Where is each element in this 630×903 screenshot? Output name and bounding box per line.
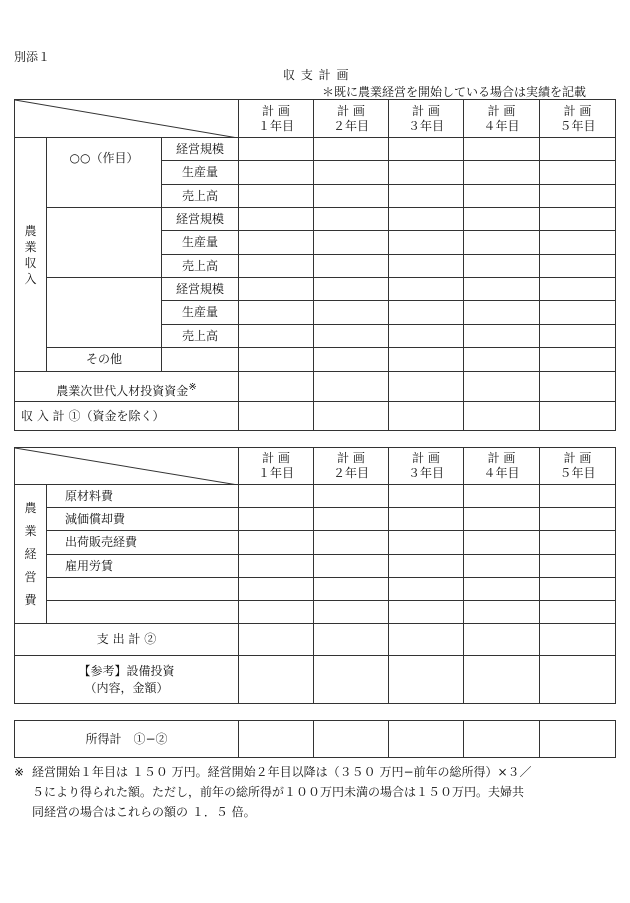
- data-cell[interactable]: [464, 255, 540, 278]
- data-cell[interactable]: [239, 301, 314, 325]
- item-production: 生産量: [162, 231, 239, 255]
- capex-reference-label: 【参考】設備投資 （内容，金額）: [15, 656, 239, 704]
- data-cell[interactable]: [314, 325, 389, 348]
- data-cell[interactable]: [239, 531, 314, 555]
- data-cell[interactable]: [540, 255, 616, 278]
- data-cell[interactable]: [540, 656, 616, 704]
- year-header-3: 計 画 ３年目: [389, 448, 464, 485]
- data-cell[interactable]: [389, 578, 464, 601]
- item-scale: 経営規模: [162, 278, 239, 301]
- data-cell[interactable]: [464, 348, 540, 372]
- footnote-line-3: 同経営の場合はこれらの額の １．５ 倍。: [32, 805, 256, 819]
- footnote: [32, 762, 622, 822]
- crop-name-cell-blank[interactable]: [47, 208, 162, 278]
- data-cell[interactable]: [464, 624, 540, 656]
- data-cell[interactable]: [314, 372, 389, 402]
- note-top: ＊既に農業経営を開始している場合は実績を記載: [322, 85, 587, 99]
- data-cell[interactable]: [314, 348, 389, 372]
- data-cell[interactable]: [314, 721, 389, 758]
- year-header-2: 計 画 ２年目: [314, 100, 389, 138]
- data-cell[interactable]: [314, 656, 389, 704]
- expense-item-shipping: 出荷販売経費: [47, 531, 239, 555]
- data-cell[interactable]: [389, 372, 464, 402]
- data-cell[interactable]: [314, 185, 389, 208]
- year-header-2: 計 画 ２年目: [314, 448, 389, 485]
- data-cell[interactable]: [540, 555, 616, 578]
- item-sales: 売上高: [162, 325, 239, 348]
- data-cell[interactable]: [464, 185, 540, 208]
- other-sub-cell[interactable]: [162, 348, 239, 372]
- data-cell[interactable]: [314, 555, 389, 578]
- diagonal-line: [15, 100, 238, 138]
- data-cell[interactable]: [540, 231, 616, 255]
- data-cell[interactable]: [314, 624, 389, 656]
- data-cell[interactable]: [389, 402, 464, 431]
- income-total-label: 収 入 計 ①（資金を除く）: [15, 402, 239, 431]
- data-cell[interactable]: [239, 185, 314, 208]
- data-cell[interactable]: [239, 278, 314, 301]
- data-cell[interactable]: [540, 138, 616, 161]
- data-cell[interactable]: [314, 138, 389, 161]
- data-cell[interactable]: [314, 508, 389, 531]
- footnote-mark: ※: [14, 765, 25, 779]
- data-cell[interactable]: [389, 656, 464, 704]
- crop-name-cell-blank[interactable]: [47, 278, 162, 348]
- data-cell[interactable]: [389, 255, 464, 278]
- year-header-5: 計 画 ５年目: [540, 100, 616, 138]
- data-cell[interactable]: [389, 624, 464, 656]
- data-cell[interactable]: [239, 555, 314, 578]
- data-cell[interactable]: [314, 231, 389, 255]
- data-cell[interactable]: [540, 185, 616, 208]
- data-cell[interactable]: [464, 231, 540, 255]
- data-cell[interactable]: [389, 301, 464, 325]
- data-cell[interactable]: [540, 348, 616, 372]
- data-cell[interactable]: [239, 721, 314, 758]
- data-cell[interactable]: [389, 185, 464, 208]
- data-cell[interactable]: [239, 601, 314, 624]
- data-cell[interactable]: [540, 624, 616, 656]
- income-table: [14, 99, 616, 431]
- document-title: 収 支 計 画: [283, 68, 350, 82]
- item-sales: 売上高: [162, 255, 239, 278]
- data-cell[interactable]: [540, 531, 616, 555]
- data-cell[interactable]: [540, 508, 616, 531]
- data-cell[interactable]: [389, 231, 464, 255]
- data-cell[interactable]: [239, 624, 314, 656]
- data-cell[interactable]: [464, 656, 540, 704]
- expense-group-label: 農 業 経 営 費: [15, 485, 47, 624]
- data-cell[interactable]: [239, 508, 314, 531]
- data-cell[interactable]: [540, 485, 616, 508]
- data-cell[interactable]: [464, 372, 540, 402]
- fund-note-mark: ※: [188, 382, 197, 393]
- item-production: 生産量: [162, 301, 239, 325]
- data-cell[interactable]: [389, 138, 464, 161]
- data-cell[interactable]: [540, 301, 616, 325]
- data-cell[interactable]: [239, 485, 314, 508]
- data-cell[interactable]: [389, 555, 464, 578]
- expense-header-row: [15, 448, 616, 485]
- data-cell[interactable]: [464, 508, 540, 531]
- data-cell[interactable]: [389, 348, 464, 372]
- data-cell[interactable]: [239, 348, 314, 372]
- data-cell[interactable]: [464, 138, 540, 161]
- expense-item-depreciation: 減価償却費: [47, 508, 239, 531]
- data-cell[interactable]: [464, 721, 540, 758]
- expense-item-labor: 雇用労賃: [47, 555, 239, 578]
- income-result-table: [14, 720, 616, 758]
- data-cell[interactable]: [464, 161, 540, 185]
- year-header-1: 計 画 １年目: [239, 100, 314, 138]
- expense-item-blank[interactable]: [47, 601, 239, 624]
- year-header-4: 計 画 ４年目: [464, 448, 540, 485]
- data-cell[interactable]: [464, 402, 540, 431]
- data-cell[interactable]: [314, 601, 389, 624]
- item-sales: 売上高: [162, 185, 239, 208]
- data-cell[interactable]: [314, 402, 389, 431]
- data-cell[interactable]: [389, 721, 464, 758]
- data-cell[interactable]: [389, 325, 464, 348]
- diagonal-header-cell: [15, 448, 239, 485]
- data-cell[interactable]: [540, 208, 616, 231]
- item-production: 生産量: [162, 161, 239, 185]
- data-cell[interactable]: [239, 161, 314, 185]
- item-scale: 経営規模: [162, 208, 239, 231]
- data-cell[interactable]: [540, 578, 616, 601]
- year-header-5: 計 画 ５年目: [540, 448, 616, 485]
- data-cell[interactable]: [540, 278, 616, 301]
- data-cell[interactable]: [239, 208, 314, 231]
- data-cell[interactable]: [314, 531, 389, 555]
- data-cell[interactable]: [314, 208, 389, 231]
- year-header-1: 計 画 １年目: [239, 448, 314, 485]
- data-cell[interactable]: [389, 485, 464, 508]
- data-cell[interactable]: [389, 508, 464, 531]
- data-cell[interactable]: [314, 278, 389, 301]
- data-cell[interactable]: [239, 325, 314, 348]
- data-cell[interactable]: [540, 372, 616, 402]
- data-cell[interactable]: [389, 601, 464, 624]
- data-cell[interactable]: [314, 161, 389, 185]
- data-cell[interactable]: [389, 278, 464, 301]
- expense-table: [14, 447, 616, 704]
- data-cell[interactable]: [464, 278, 540, 301]
- expense-item-blank[interactable]: [47, 578, 239, 601]
- data-cell[interactable]: [540, 325, 616, 348]
- expense-item-raw-materials: 原材料費: [47, 485, 239, 508]
- data-cell[interactable]: [239, 372, 314, 402]
- data-cell[interactable]: [239, 402, 314, 431]
- data-cell[interactable]: [314, 255, 389, 278]
- data-cell[interactable]: [314, 485, 389, 508]
- item-scale: 経営規模: [162, 138, 239, 161]
- fund-label: 農業次世代人材投資資金※: [15, 372, 239, 402]
- data-cell[interactable]: [540, 402, 616, 431]
- data-cell[interactable]: [464, 578, 540, 601]
- data-cell[interactable]: [314, 301, 389, 325]
- year-header-4: 計 画 ４年目: [464, 100, 540, 138]
- data-cell[interactable]: [540, 161, 616, 185]
- data-cell[interactable]: [464, 601, 540, 624]
- diagonal-header-cell: [15, 100, 239, 138]
- data-cell[interactable]: [464, 555, 540, 578]
- diagonal-line: [15, 448, 238, 485]
- income-header-row: [15, 100, 616, 138]
- footnote-line-1: 経営開始１年目は １５０ 万円。経営開始２年目以降は（３５０ 万円−前年の総所得）×３／: [32, 765, 532, 779]
- attachment-label: 別添１: [14, 50, 51, 64]
- expense-total-label: 支 出 計 ②: [15, 624, 239, 656]
- other-label: その他: [47, 348, 162, 372]
- data-cell[interactable]: [464, 208, 540, 231]
- data-cell[interactable]: [239, 231, 314, 255]
- data-cell[interactable]: [540, 721, 616, 758]
- footnote-line-2: ５により得られた額。ただし，前年の総所得が１００万円未満の場合は１５０万円。夫婦共: [32, 785, 525, 799]
- data-cell[interactable]: [239, 578, 314, 601]
- data-cell[interactable]: [389, 208, 464, 231]
- data-cell[interactable]: [389, 531, 464, 555]
- data-cell[interactable]: [464, 325, 540, 348]
- data-cell[interactable]: [389, 161, 464, 185]
- data-cell[interactable]: [239, 656, 314, 704]
- data-cell[interactable]: [239, 138, 314, 161]
- data-cell[interactable]: [464, 301, 540, 325]
- data-cell[interactable]: [540, 601, 616, 624]
- year-header-3: 計 画 ３年目: [389, 100, 464, 138]
- data-cell[interactable]: [239, 255, 314, 278]
- income-result-label: 所得計 ①−②: [15, 721, 239, 758]
- data-cell[interactable]: [464, 531, 540, 555]
- data-cell[interactable]: [314, 578, 389, 601]
- data-cell[interactable]: [464, 485, 540, 508]
- crop-name-cell: ○○（作目）: [47, 138, 162, 208]
- income-group-label: 農 業 収 入: [15, 138, 47, 372]
